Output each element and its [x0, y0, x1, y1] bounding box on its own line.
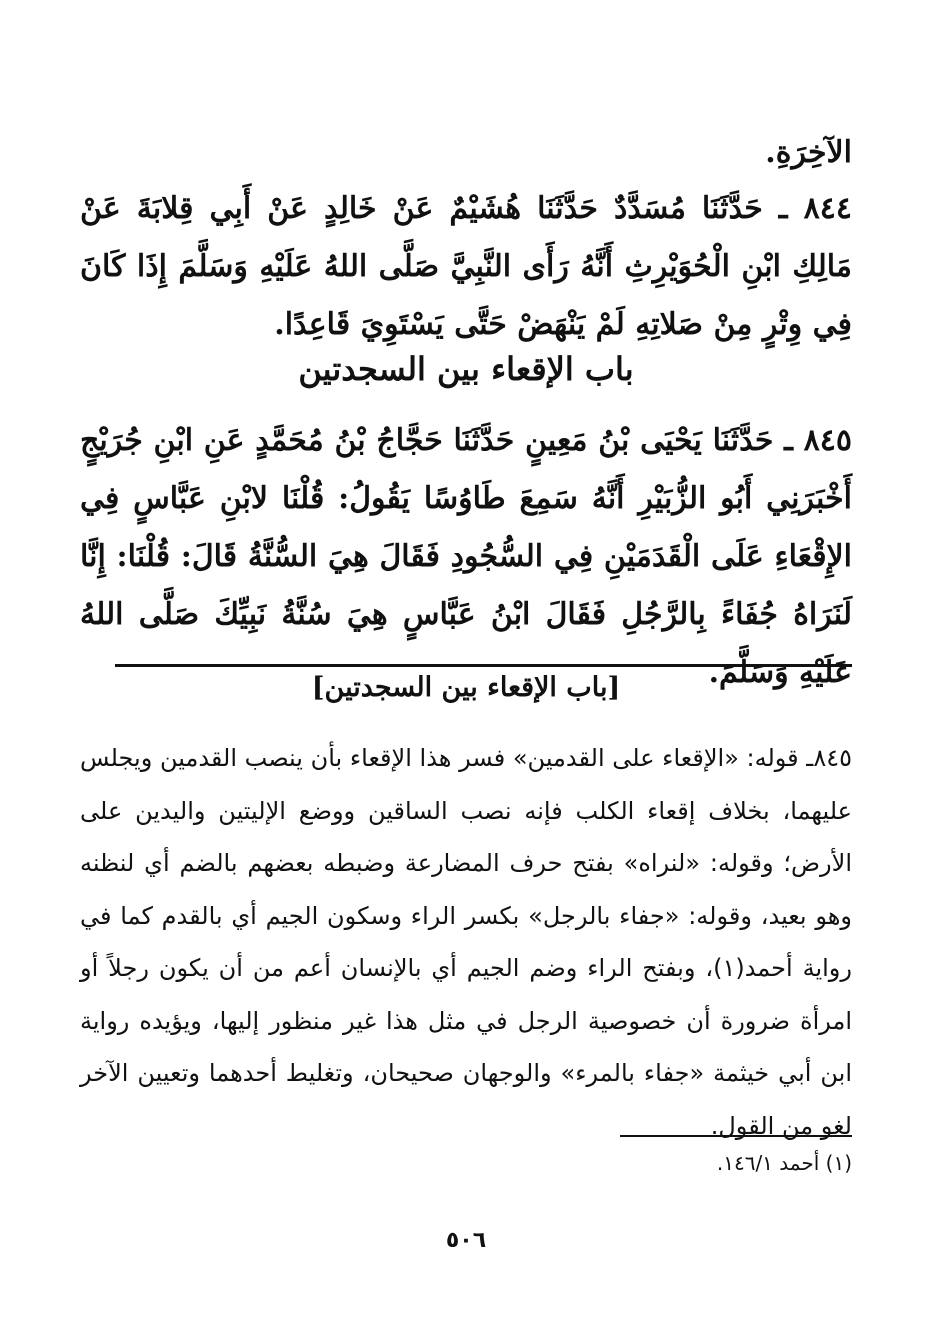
page-number: ٥٠٦: [445, 1228, 487, 1253]
carryover-line: الآخِرَةِ.: [765, 135, 852, 170]
section-divider: [115, 664, 852, 667]
footnote-divider: [620, 1135, 852, 1137]
hadith-844: ٨٤٤ ـ حَدَّثَنَا مُسَدَّدٌ حَدَّثَنَا هُشَيْمٌ عَنْ خَالِدٍ عَنْ أَبِي قِلابَةَ عَنْ مَالِكِ ابْنِ الْحُوَيْرِثِ أَنَّهُ رَأَى النَّبِيَّ صَلَّى اللهُ عَلَيْهِ وَسَلَّمَ إِذَا كَانَ فِي وِتْرٍ مِنْ صَلاتِهِ لَمْ يَنْهَضْ حَتَّى يَسْتَوِيَ قَاعِدًا.: [80, 191, 852, 342]
footnote: (١) أحمد ١٤٦/١.: [716, 1151, 852, 1175]
commentary-text: ٨٤٥ـ قوله: «الإقعاء على القدمين» فسر هذا الإقعاء بأن ينصب القدمين ويجلس عليهما، بخلاف إقعاء الكلب فإنه نصب الساقين ووضع الإليتين واليدين على الأرض؛ وقوله: «لنراه» بفتح حرف المضارعة وضبطه بعضهم بالضم أي لنظنه وهو بعيد، وقوله: «جفاء بالرجل» بكسر الراء وسكون الجيم أي بالقدم كما في رواية أحمد(١)، وبفتح الراء وضم الجيم أي بالإنسان أعم من أن يكون رجلاً أو امرأة ضرورة أن خصوصية الرجل في مثل هذا غير منظور إليها، ويؤيده رواية ابن أبي خيثمة «جفاء بالمرء» والوجهان صحيحان، وتغليط أحدهما وتعيين الآخر لغو من القول.: [80, 744, 852, 1140]
commentary-heading: [باب الإقعاء بين السجدتين]: [311, 672, 621, 703]
hadith-845: ٨٤٥ ـ حَدَّثَنَا يَحْيَى بْنُ مَعِينٍ حَدَّثَنَا حَجَّاجُ بْنُ مُحَمَّدٍ عَنِ ابْنِ جُرَيْجٍ أَخْبَرَنِي أَبُو الزُّبَيْرِ أَنَّهُ سَمِعَ طَاوُسًا يَقُولُ: قُلْنَا لابْنِ عَبَّاسٍ فِي الإِقْعَاءِ عَلَى الْقَدَمَيْنِ فِي السُّجُودِ فَقَالَ هِيَ السُّنَّةُ قَالَ: قُلْنَا: إِنَّا لَنَرَاهُ جُفَاءً بِالرَّجُلِ فَقَالَ ابْنُ عَبَّاسٍ هِيَ سُنَّةُ نَبِيِّكَ صَلَّى اللهُ عَلَيْهِ وَسَلَّمَ.: [80, 423, 852, 690]
chapter-heading: باب الإقعاء بين السجدتين: [298, 350, 634, 388]
